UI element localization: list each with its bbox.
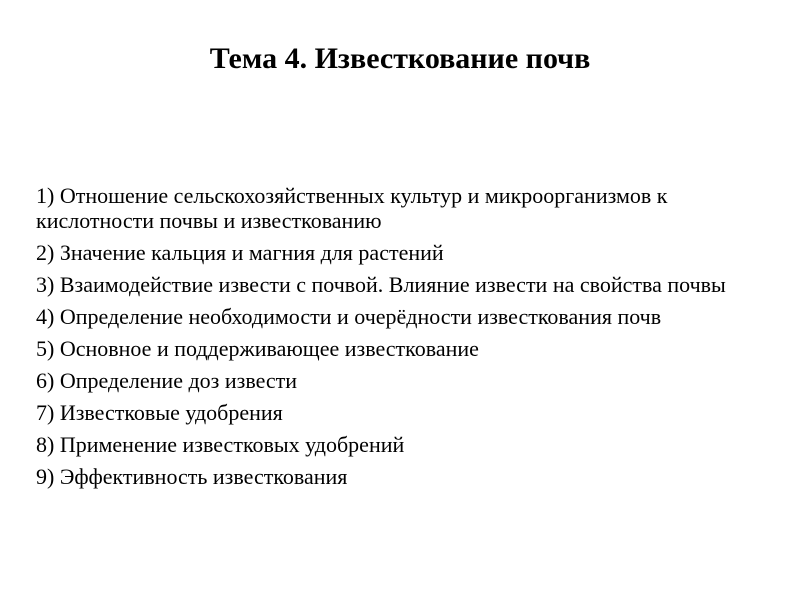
topic-item-8: 8) Применение известковых удобрений (36, 432, 405, 457)
topic-item-2: 2) Значение кальция и магния для растений (36, 240, 444, 265)
slide-title: Тема 4. Известкование почв (209, 42, 591, 75)
topic-item-6: 6) Определение доз извести (36, 368, 298, 393)
topic-item-7: 7) Известковые удобрения (36, 400, 283, 425)
topic-list (36, 183, 776, 496)
topic-item-9: 9) Эффективность известкования (36, 464, 348, 489)
topic-item-4: 4) Определение необходимости и очерёдности известкования почв (36, 304, 662, 329)
topic-item-5: 5) Основное и поддерживающее известкование (36, 336, 479, 361)
topic-item-3: 3) Взаимодействие извести с почвой. Влияние извести на свойства почвы (36, 272, 726, 297)
topic-item-1: 1) Отношение сельскохозяйственных культур и микроорганизмов к кислотности почвы и известкованию (36, 183, 668, 233)
